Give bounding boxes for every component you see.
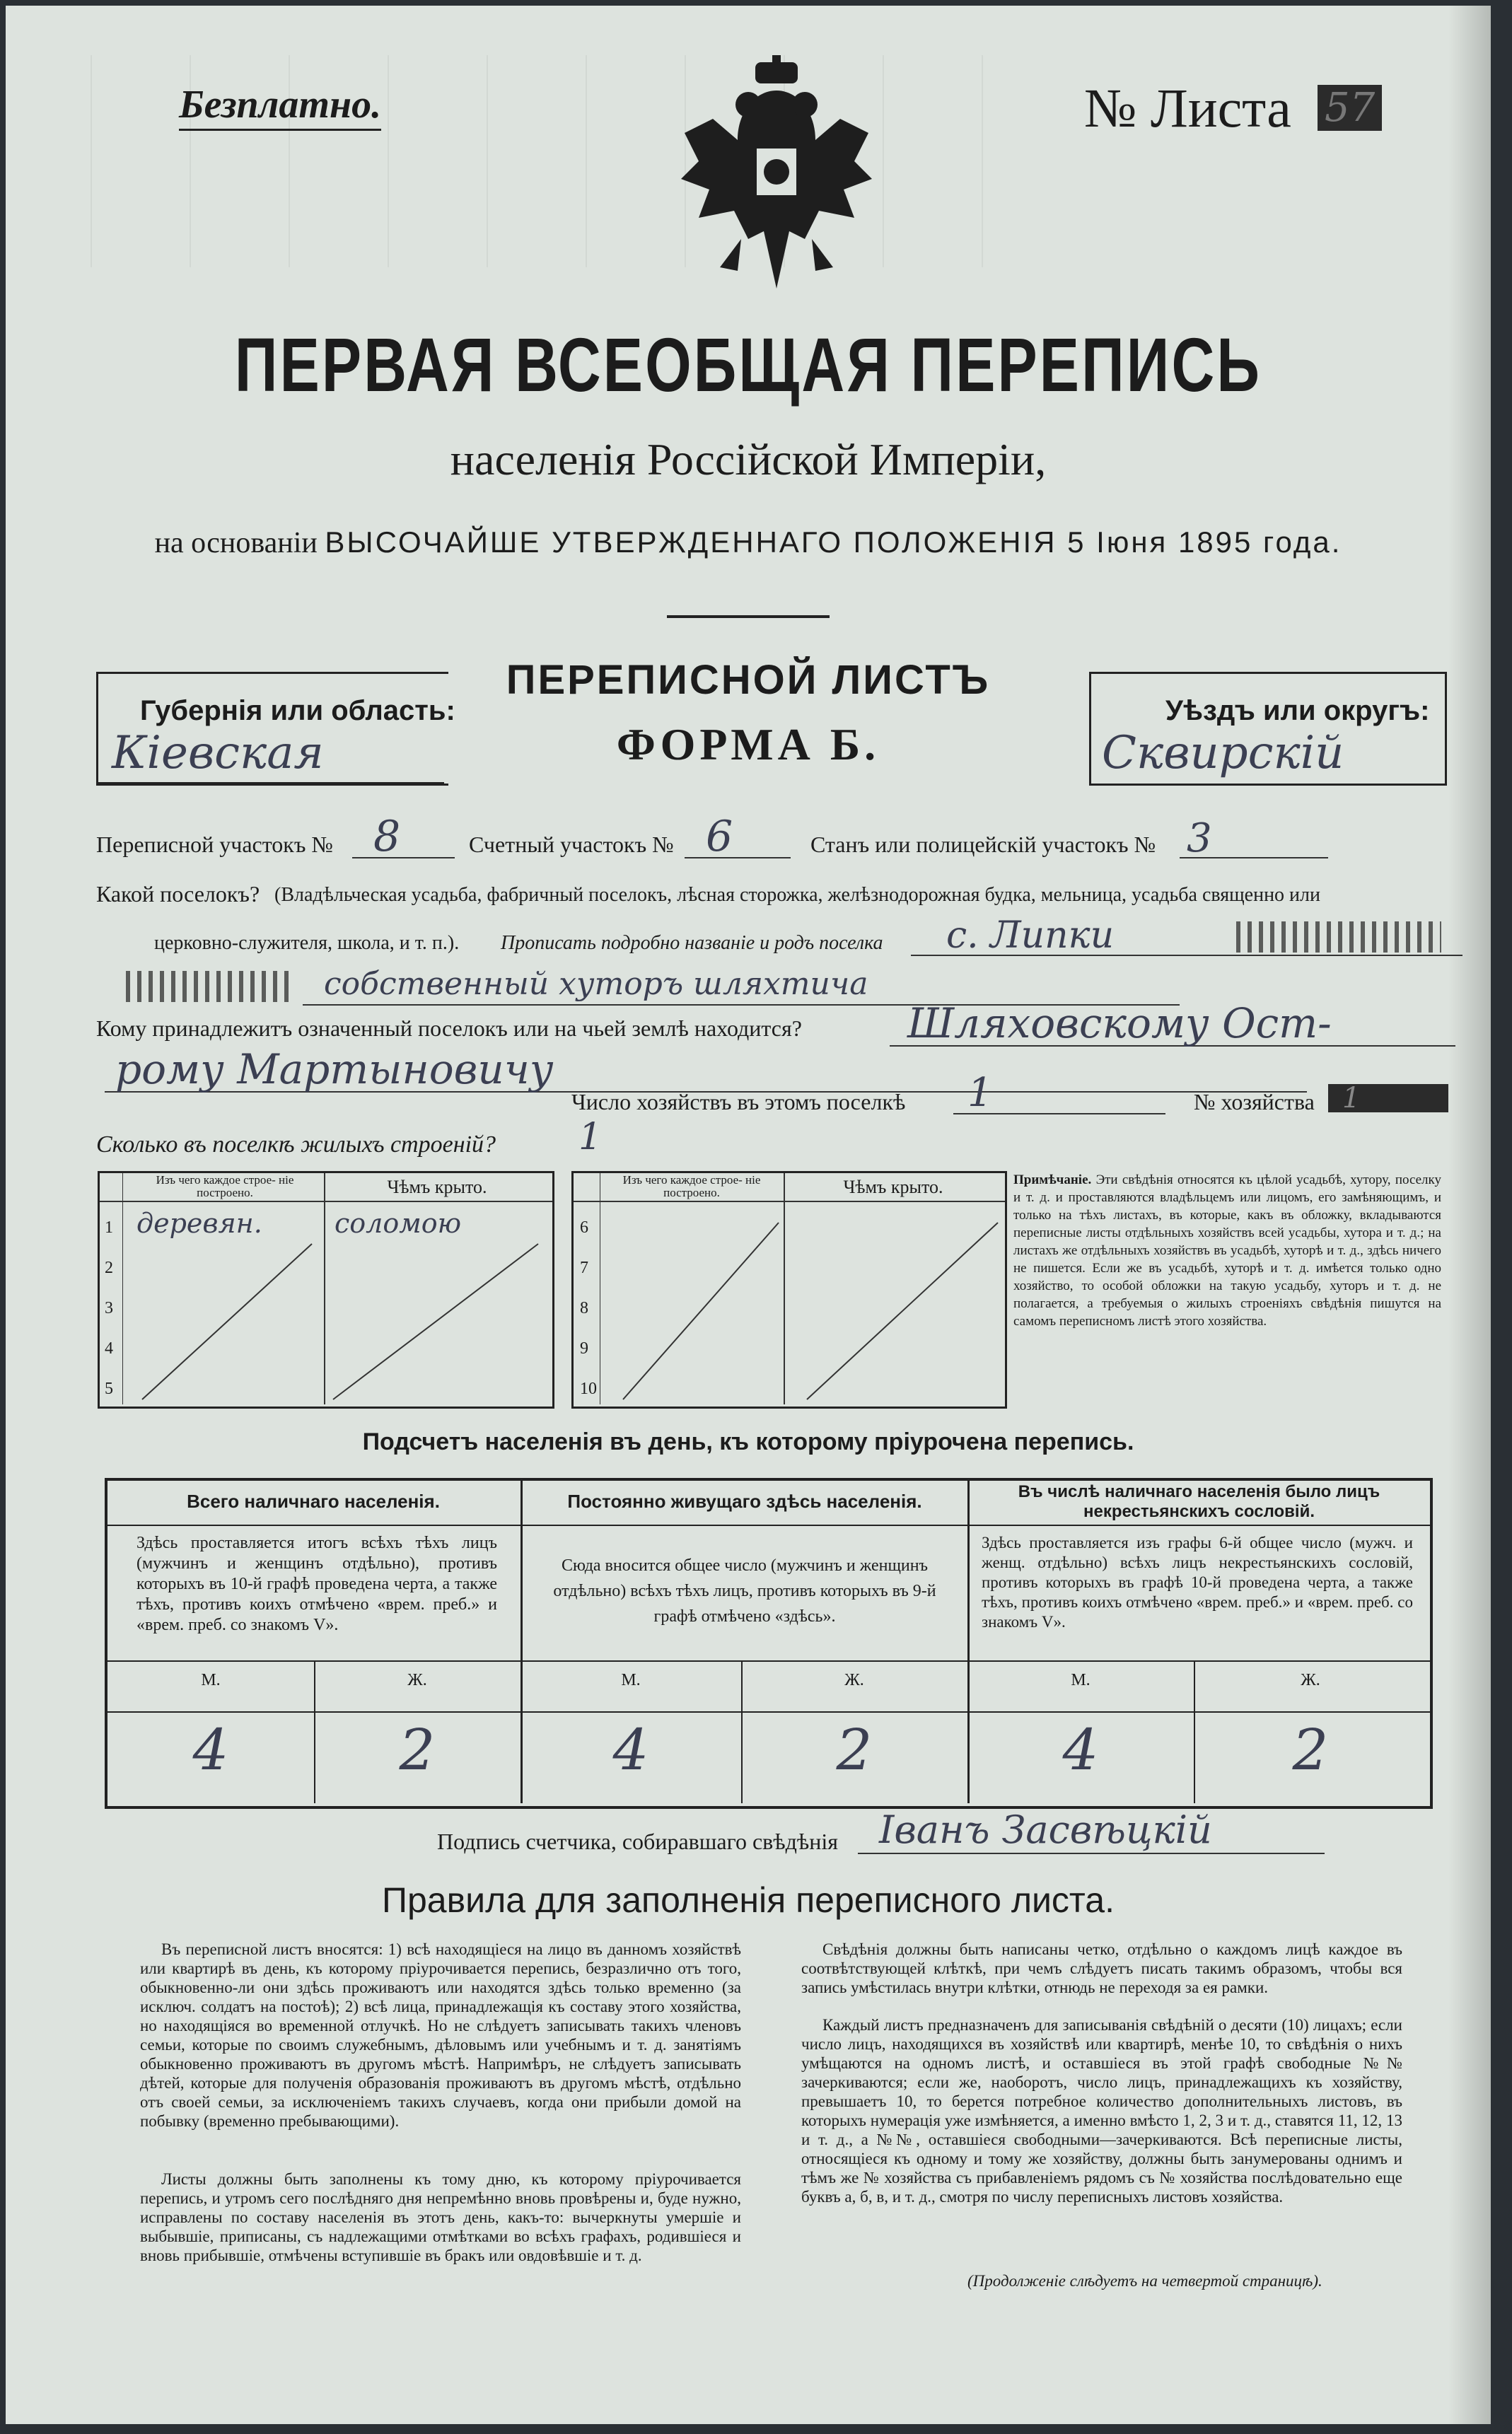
households-label: Число хозяйствъ въ этомъ поселкѣ bbox=[571, 1089, 906, 1114]
count-district-label: Счетный участокъ № bbox=[469, 832, 674, 857]
sheet-number-value: 57 bbox=[1318, 85, 1382, 131]
district-value[interactable]: 8 bbox=[373, 812, 401, 861]
row-num: 3 bbox=[105, 1299, 113, 1317]
settlement-value-2[interactable]: собственный хуторъ шляхтича bbox=[324, 966, 868, 1002]
col2-zh-value[interactable]: 2 bbox=[836, 1717, 873, 1783]
struck-text bbox=[126, 971, 296, 1002]
col1-zh-value[interactable]: 2 bbox=[399, 1717, 436, 1783]
col1-text: Здѣсь проставляется итогъ всѣхъ тѣхъ лицъ (мужчинъ и женщинъ отдѣльно), противъ которыхъ въ 10-й графѣ проведена черта, а также тѣхъ, противъ коихъ отмѣчено «врем. преб.» и «врем. преб. со знакомъ V». bbox=[136, 1534, 497, 1634]
settlement-value-1[interactable]: с. Липки bbox=[946, 914, 1115, 957]
row-num: 4 bbox=[105, 1339, 113, 1358]
col3-head: Въ числѣ наличнаго населенія было лицъ некрестьянскихъ сословій. bbox=[1018, 1482, 1380, 1521]
stan-label: Станъ или полицейскій участокъ № bbox=[810, 832, 1156, 857]
uezd-label: Уѣздъ или округъ: bbox=[1165, 695, 1430, 726]
col3-m-value[interactable]: 4 bbox=[1062, 1717, 1099, 1783]
row-num: 10 bbox=[580, 1380, 597, 1398]
row-num: 2 bbox=[105, 1259, 113, 1277]
count-mz-rule bbox=[107, 1711, 1430, 1713]
rules-right-p1: Свѣдѣнія должны быть написаны четко, отдѣльно о каждомъ лицѣ каждое въ соотвѣтствующей клѣткѣ, при чемъ слѣдуетъ писать такимъ образомъ, чтобы вся запись умѣстилась внутри клѣтки, отнюдь не переходя за ея рамки. bbox=[801, 1940, 1402, 1996]
count-section-title: Подсчетъ населенія въ день, къ которому пріурочена перепись. bbox=[362, 1428, 1134, 1455]
row-num: 8 bbox=[580, 1299, 588, 1317]
row-num: 7 bbox=[580, 1259, 588, 1277]
col1-head: Всего наличнаго населенія. bbox=[187, 1491, 440, 1512]
count-head-rule bbox=[107, 1525, 1430, 1526]
note-lead: Примѣчаніе. bbox=[1013, 1172, 1092, 1187]
count-district-underline bbox=[685, 857, 791, 858]
signature-value[interactable]: Іванъ Засвѣцкій bbox=[879, 1807, 1212, 1852]
col2-text: Сюда вносится общее число (мужчинъ и женщинъ отдѣльно) всѣхъ тѣхъ лицъ, противъ которыхъ въ 9-й графѣ отмѣчено «здѣсь». bbox=[553, 1556, 936, 1626]
col2-head: Постоянно живущаго здѣсь населенія. bbox=[567, 1491, 922, 1512]
basis-prefix: на основаніи bbox=[154, 527, 318, 559]
household-no-value[interactable]: 1 bbox=[1328, 1084, 1448, 1112]
page-title: ПЕРВАЯ ВСЕОБЩАЯ ПЕРЕПИСЬ bbox=[234, 322, 1262, 407]
households-value[interactable]: 1 bbox=[967, 1070, 993, 1116]
signature-underline bbox=[858, 1853, 1325, 1854]
row-num: 1 bbox=[105, 1218, 113, 1237]
buildings-value[interactable]: 1 bbox=[578, 1116, 603, 1158]
col2-zh-label: Ж. bbox=[844, 1671, 864, 1689]
double-headed-eagle-icon bbox=[670, 55, 883, 310]
stan-value[interactable]: 3 bbox=[1187, 815, 1212, 861]
col-material-left: Изъ чего каждое строе- ніе построено. bbox=[156, 1173, 294, 1199]
province-underline bbox=[98, 782, 444, 784]
divider bbox=[667, 615, 830, 618]
census-sheet bbox=[6, 6, 1491, 2424]
col-material-right: Изъ чего каждое строе- ніе построено. bbox=[622, 1173, 761, 1199]
buildings-question: Сколько въ поселкѣ жилыхъ строеній? bbox=[96, 1131, 496, 1158]
col1-m-value[interactable]: 4 bbox=[192, 1717, 229, 1783]
col-roof-left: Чѣмъ крыто. bbox=[387, 1177, 487, 1197]
note-block bbox=[1013, 1171, 1441, 1330]
basis-line bbox=[6, 525, 1491, 560]
rules-continued: (Продолженіе слѣдуетъ на четвертой страницѣ). bbox=[967, 2272, 1322, 2290]
count-district-value[interactable]: 6 bbox=[706, 812, 733, 861]
struck-text bbox=[1236, 921, 1441, 953]
col3-m-label: М. bbox=[1071, 1671, 1091, 1689]
row-num: 9 bbox=[580, 1339, 588, 1358]
rules-title: Правила для заполненія переписного листа. bbox=[382, 1880, 1115, 1920]
row1-material[interactable]: деревян. bbox=[136, 1208, 262, 1239]
free-label: Безплатно. bbox=[179, 82, 381, 131]
district-underline bbox=[352, 857, 455, 858]
note-text: Эти свѣдѣнія относятся къ цѣлой усадьбѣ, хутору, поселку и т. д. и проставляются владѣльцемъ или лицомъ, его замѣняющимъ, и только на тѣхъ листахъ, въ которые, какъ въ обложку, вкладываются переписные листы отдѣльныхъ хозяйствъ всей усадьбы, хутора и т. д.; на листахъ же отдѣльныхъ хозяйствъ въ усадьбѣ, хуторѣ и т. д., здѣсь ничего не пишется. Если же въ усадьбѣ, хуторѣ и т. д. имѣется только одно хозяйство, то особой обложки на такую усадьбу, хуторъ и т. д. не полагается, а требуемыя о жилыхъ строеніяхъ свѣдѣнія пишутся на самомъ переписномъ листѣ этого хозяйства. bbox=[1013, 1172, 1441, 1329]
owner-question: Кому принадлежитъ означенный поселокъ или на чьей землѣ находится? bbox=[96, 1015, 802, 1041]
form-title: ПЕРЕПИСНОЙ ЛИСТЪ bbox=[506, 657, 991, 703]
settlement-hint-1: (Владѣльческая усадьба, фабричный поселокъ, лѣсная сторожка, желѣзнодорожная будка, мельница, усадьба священно или bbox=[274, 884, 1320, 906]
col2-m-value[interactable]: 4 bbox=[612, 1717, 649, 1783]
col1-zh-label: Ж. bbox=[407, 1671, 427, 1689]
cross-out-lines-right bbox=[574, 1201, 1005, 1404]
page-edge-shadow bbox=[1448, 6, 1491, 2424]
rules-left-p2: Листы должны быть заполнены къ тому дню, къ которому пріурочивается перепись, и утромъ сего послѣдняго дня непремѣнно вновь провѣрены и, буде нужно, исправлены по составу населенія въ этотъ день, какъ-то: вычеркнуты умершіе и выбывшіе, приписаны, съ надлежащими отмѣтками во всѣхъ графахъ, родившіеся и вновь прибывшіе, отмѣчены вступившіе въ бракъ или овдовѣвшіе и т. д. bbox=[140, 2170, 741, 2264]
form-subtitle: ФОРМА Б. bbox=[616, 719, 880, 769]
row-num: 6 bbox=[580, 1218, 588, 1237]
col3-zh-value[interactable]: 2 bbox=[1292, 1717, 1329, 1783]
owner-value-1[interactable]: Шляховскому Ост- bbox=[907, 999, 1332, 1047]
col1-m-label: М. bbox=[201, 1671, 221, 1689]
rules-left-p1: Въ переписной листъ вносятся: 1) всѣ находящіеся на лицо въ данномъ хозяйствѣ или квартирѣ въ день, къ которому пріурочивается перепись, безразлично отъ того, обыкновенно-ли они здѣсь проживаютъ или находятся здѣсь только временно (за исключ. солдатъ на постоѣ); 2) всѣ лица, принадлежащія къ составу этого хозяйства, но находящіяся во временной отлучкѣ. Но не слѣдуетъ записывать такихъ членовъ семьи, которые по своимъ служебнымъ, дѣловымъ или учебнымъ и т. д. занятіямъ обыкновенно проживаютъ въ другомъ мѣстѣ. Напримѣръ, не слѣдуетъ записывать дѣтей, которые для полученія образованія проживаютъ въ другомъ мѣстѣ, отдѣльно отъ своей семьи, за исключеніемъ такихъ случаевъ, когда они прибыли домой на побывку (временно пребывающими). bbox=[140, 1940, 741, 2130]
owner-value-2[interactable]: рому Мартыновичу bbox=[115, 1045, 554, 1093]
settlement-hint-2: церковно-служителя, школа, и т. п.). bbox=[154, 932, 460, 954]
signature-label: Подпись счетчика, собиравшаго свѣдѣнія bbox=[437, 1829, 839, 1854]
page-subtitle: населенія Россійской Имперіи, bbox=[450, 434, 1047, 484]
rules-right-p2: Каждый листъ предназначенъ для записыванія свѣдѣній о десяти (10) лицахъ; если число лицъ, находящихся въ хозяйствѣ или квартирѣ, менѣе 10, то свѣдѣнія о нихъ умѣщаются на одномъ листѣ, и оставшіеся въ этой графѣ свободные №№ зачеркиваются; если же, наоборотъ, число лицъ, принадлежащихъ къ хозяйству, превышаетъ 10, то берется потребное количество дополнительныхъ листовъ, въ которыхъ нумерація уже измѣняется, а именно вмѣсто 1, 2, 3 и т. д., ставятся 11, 12, 13 и т. д., а №№, оставшіеся свободными—зачеркиваются. Всѣ переписные листы, относящіеся къ одному и тому же хозяйству, должны быть занумерованы однимъ и тѣмъ же № хозяйства съ прибавленіемъ рядомъ съ № хозяйства послѣдовательно еще буквъ а, б, в, и т. д., смотря по числу переписныхъ листовъ хозяйства. bbox=[801, 2016, 1402, 2206]
row-num: 5 bbox=[105, 1380, 113, 1398]
settlement-instruction: Прописать подробно названіе и родъ поселка bbox=[501, 932, 883, 954]
col3-text: Здѣсь проставляется изъ графы 6-й общее число (мужч. и женщ. отдѣльно) всѣхъ лицъ некрестьянскихъ сословій, противъ которыхъ въ графѣ 10-й проведена черта, а также тѣхъ, противъ коихъ отмѣчено «врем. преб.» и «врем. преб. со знакомъ V». bbox=[982, 1534, 1413, 1631]
settlement-question: Какой поселокъ? bbox=[96, 881, 260, 907]
province-label: Губернія или область: bbox=[140, 695, 455, 726]
uezd-value[interactable]: Сквирскій bbox=[1102, 727, 1344, 779]
row1-roof[interactable]: соломою bbox=[335, 1208, 462, 1239]
col2-m-label: М. bbox=[621, 1671, 641, 1689]
household-no-label: № хозяйства bbox=[1194, 1089, 1315, 1114]
basis-main: ВЫСОЧАЙШЕ УТВЕРЖДЕННАГО ПОЛОЖЕНІЯ 5 Іюня 1895 года. bbox=[325, 525, 1342, 559]
sheet-number-label: № Листа bbox=[1084, 77, 1291, 139]
col-roof-right: Чѣмъ крыто. bbox=[843, 1177, 943, 1197]
col3-zh-label: Ж. bbox=[1301, 1671, 1320, 1689]
district-label: Переписной участокъ № bbox=[96, 832, 333, 857]
province-value[interactable]: Кіевская bbox=[112, 727, 324, 779]
cross-out-lines-left bbox=[100, 1201, 552, 1404]
count-mid-rule bbox=[107, 1660, 1430, 1662]
